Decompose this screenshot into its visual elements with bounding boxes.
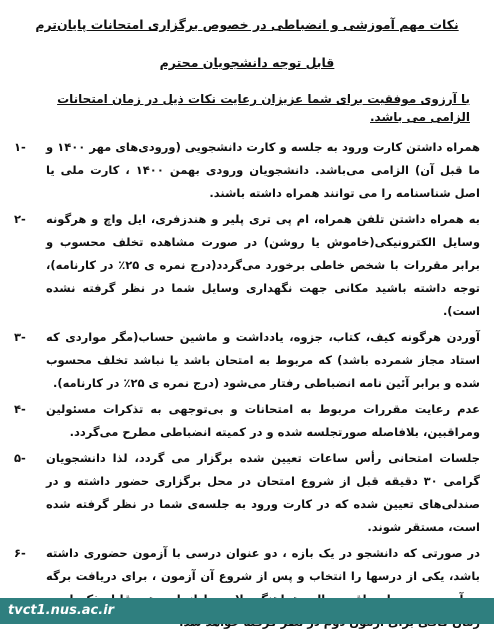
rule-text: عدم رعایت مقررات مربوط به امتحانات و بی‌توجهی به تذکرات مسئولین ومراقبین، بلافاصله صورتجلسه شده و در کمیته انضباطی مطرح می‌گردد. — [46, 402, 480, 439]
rule-item-4 — [14, 398, 480, 444]
rule-number: -۴ — [14, 402, 26, 416]
document-subtitle: قابل توجه دانشجویان محترم — [159, 55, 335, 70]
rule-text: آوردن هرگونه کیف، کتاب، جزوه، یادداشت و ماشین حساب(مگر مواردی که استاد مجاز شمرده باشد) که مربوط به امتحان باشد یا نباشد تخلف محسوب شده و برابر آئین نامه انضباطی رفتار می‌شود (درج نمره ی ۲۵٪ در کارنامه). — [46, 330, 480, 390]
rule-text: در صورتی که دانشجو در یک بازه ، دو عنوان درسی با آزمون حضوری داشته باشد، یکی از درسها را انتخاب و پس از شروع آن آزمون ، برای دریافت برگه — [46, 546, 480, 583]
footer-bar — [0, 598, 494, 624]
rule-number: -۱ — [14, 140, 26, 154]
document-intro: با آرزوی موفقیت برای شما عزیزان رعایت نکات ذیل در زمان امتحانات الزامی می باشد. — [57, 92, 470, 124]
rule-item-3 — [14, 326, 480, 395]
document-title: نکات مهم آموزشی و انضباطی در خصوص برگزاری امتحانات پایان‌ترم — [35, 17, 459, 32]
rule-number: -۳ — [14, 330, 26, 344]
rule-text: جلسات امتحانی رأس ساعات تعیین شده برگزار می گردد، لذا دانشجویان گرامی ۳۰ دقیقه قبل از شروع امتحان در محل برگزاری حضور داشته و در صندلی‌های تعیین شده که در کارت ورود به جلسه‌ی شما در نظر گرفته شده است، مستقر شوند. — [46, 451, 480, 534]
rule-text: به همراه داشتن تلفن همراه، ام پی تری پلیر و هندزفری، ایل واچ و هرگونه وسایل الکترونیکی(خاموش یا روشن) در صورت مشاهده تخلف محسوب و برابر مقررات با شخص خاطی برخورد می‌گردد(درج نمره ی ۲۵٪ در کارنامه)، توجه داشته باشید مکانی جهت نگهداری وسایل شما در نظر گرفته نشده است). — [46, 212, 480, 318]
rule-item-5 — [14, 447, 480, 539]
rule-item-2 — [14, 208, 480, 323]
rule-number: -۶ — [14, 546, 26, 560]
rule-number: -۵ — [14, 451, 26, 465]
footer-site-link[interactable]: tvct1.nus.ac.ir — [8, 603, 115, 618]
rule-item-1 — [14, 136, 480, 205]
rules-list — [14, 136, 480, 634]
rule-text: همراه داشتن کارت ورود به جلسه و کارت دانشجویی (ورودی‌های مهر ۱۴۰۰ و ما قبل آن) الزامی می‌باشد. دانشجویان ورودی بهمن ۱۴۰۰ ، کارت ملی یا اصل شناسنامه را می توانند همراه داشته باشند. — [46, 140, 480, 200]
rule-number: -۲ — [14, 212, 26, 226]
